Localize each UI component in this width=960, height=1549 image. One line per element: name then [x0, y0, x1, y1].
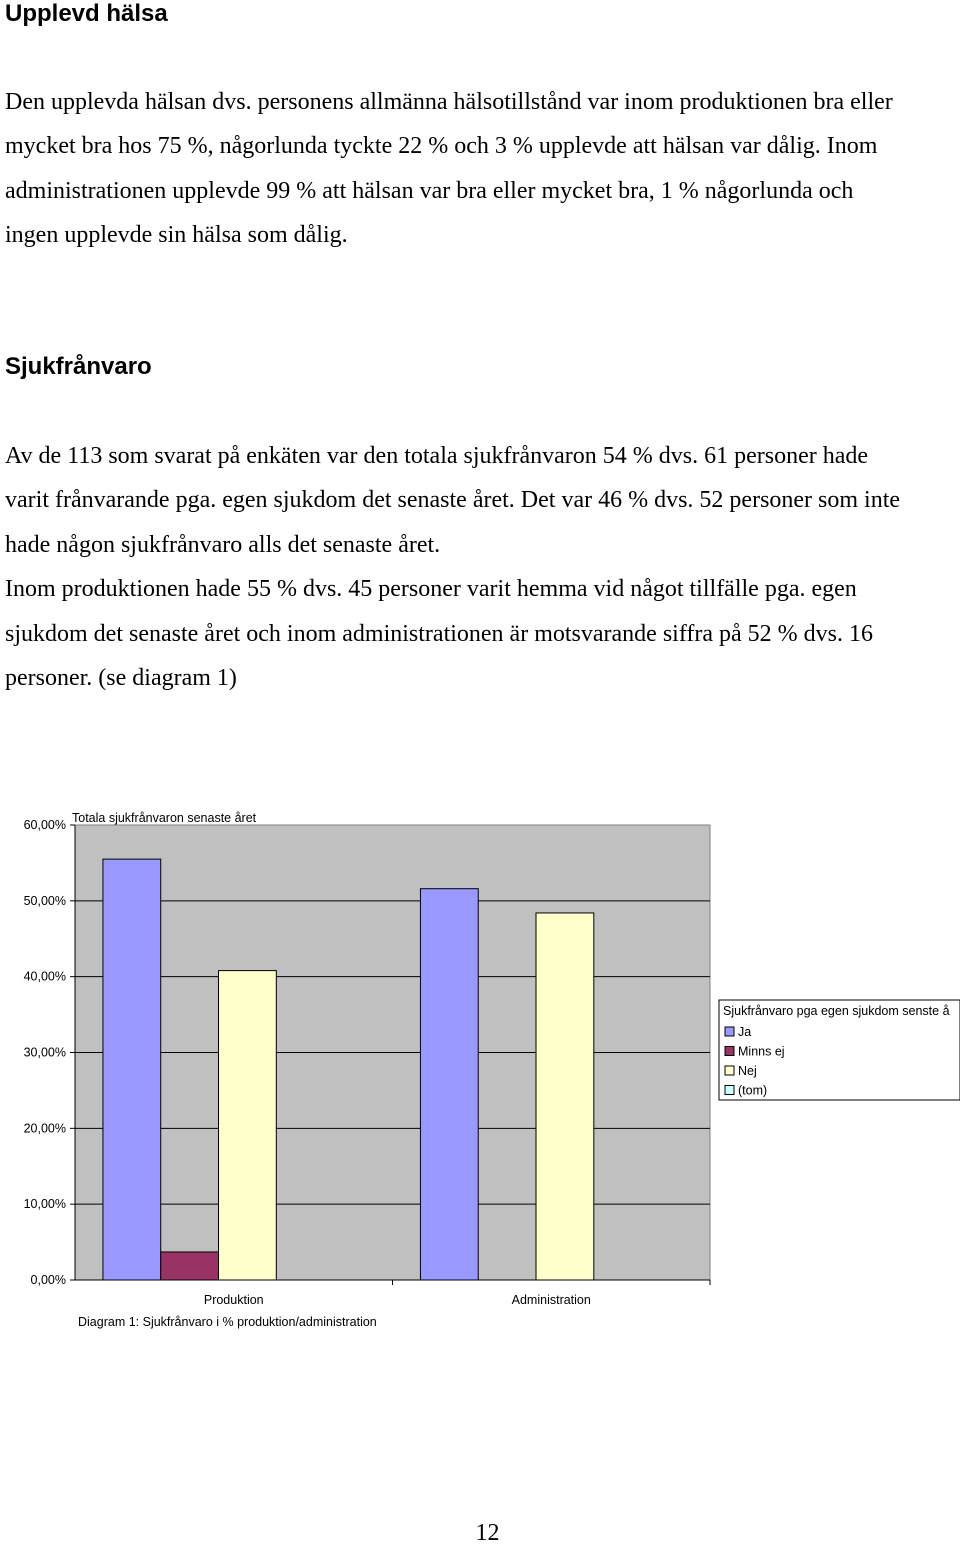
bar-administration-2: [536, 913, 594, 1280]
legend: [719, 1000, 960, 1100]
legend-swatch: [725, 1027, 734, 1036]
legend-label: Minns ej: [738, 1044, 785, 1059]
y-tick-label: 0,00%: [30, 1273, 66, 1287]
x-category-label: Administration: [511, 1293, 591, 1307]
y-tick-label: 40,00%: [23, 969, 66, 984]
bar-produktion-2: [219, 971, 277, 1280]
x-category-label: Produktion: [203, 1293, 264, 1307]
y-tick-label: 20,00%: [23, 1121, 66, 1136]
legend-swatch: [725, 1047, 734, 1056]
page-number: 12: [475, 1520, 500, 1546]
bar-produktion-1: [161, 1252, 219, 1280]
legend-label: (tom): [738, 1083, 768, 1098]
y-tick-label: 10,00%: [23, 1197, 66, 1212]
x-axis-ticks: [204, 1280, 710, 1307]
heading-sjukfranvaro: Sjukfrånvaro: [5, 353, 152, 380]
y-tick-label: 30,00%: [23, 1045, 66, 1060]
legend-label: Nej: [738, 1064, 757, 1078]
chart-title: Totala sjukfrånvaron senaste året: [72, 811, 257, 825]
legend-swatch: [725, 1066, 734, 1075]
y-axis-ticks: [24, 818, 75, 1287]
paragraph-upplevd-halsa: Den upplevda hälsan dvs. personens allmänna hälsotillstånd var inom produktionen bra eller mycket bra hos 75 %, någorlunda tyckte 22 % och 3 % upplevde att hälsan var dålig. Inom administrationen upplevde 99 % att hälsan var bra eller mycket bra, 1 % någorlunda och ingen upplevde sin hälsa som dålig.: [5, 89, 893, 249]
bar-produktion-0: [103, 859, 161, 1280]
y-tick-label: 60,00%: [23, 818, 66, 832]
sick-leave-chart: [0, 790, 960, 1350]
heading-upplevd-halsa: Upplevd hälsa: [5, 0, 168, 27]
legend-label: Ja: [738, 1025, 752, 1039]
y-tick-label: 50,00%: [23, 893, 66, 908]
bar-administration-0: [420, 889, 478, 1280]
legend-swatch: [725, 1086, 734, 1095]
legend-title: Sjukfrånvaro pga egen sjukdom senste å: [723, 1004, 950, 1018]
chart-caption: Diagram 1: Sjukfrånvaro i % produktion/administration: [78, 1315, 377, 1329]
paragraph-sjukfranvaro: Av de 113 som svarat på enkäten var den totala sjukfrånvaron 54 % dvs. 61 personer hade varit frånvarande pga. egen sjukdom det senaste året. Det var 46 % dvs. 52 personer som inte hade någon sjukfrånvaro alls det senaste året. Inom produktionen hade 55 % dvs. 45 personer varit hemma vid något tillfälle pga. egen sjukdom det senaste året och inom administrationen är motsvarande siffra på 52 % dvs. 16 personer. (se diagram 1): [5, 443, 901, 692]
